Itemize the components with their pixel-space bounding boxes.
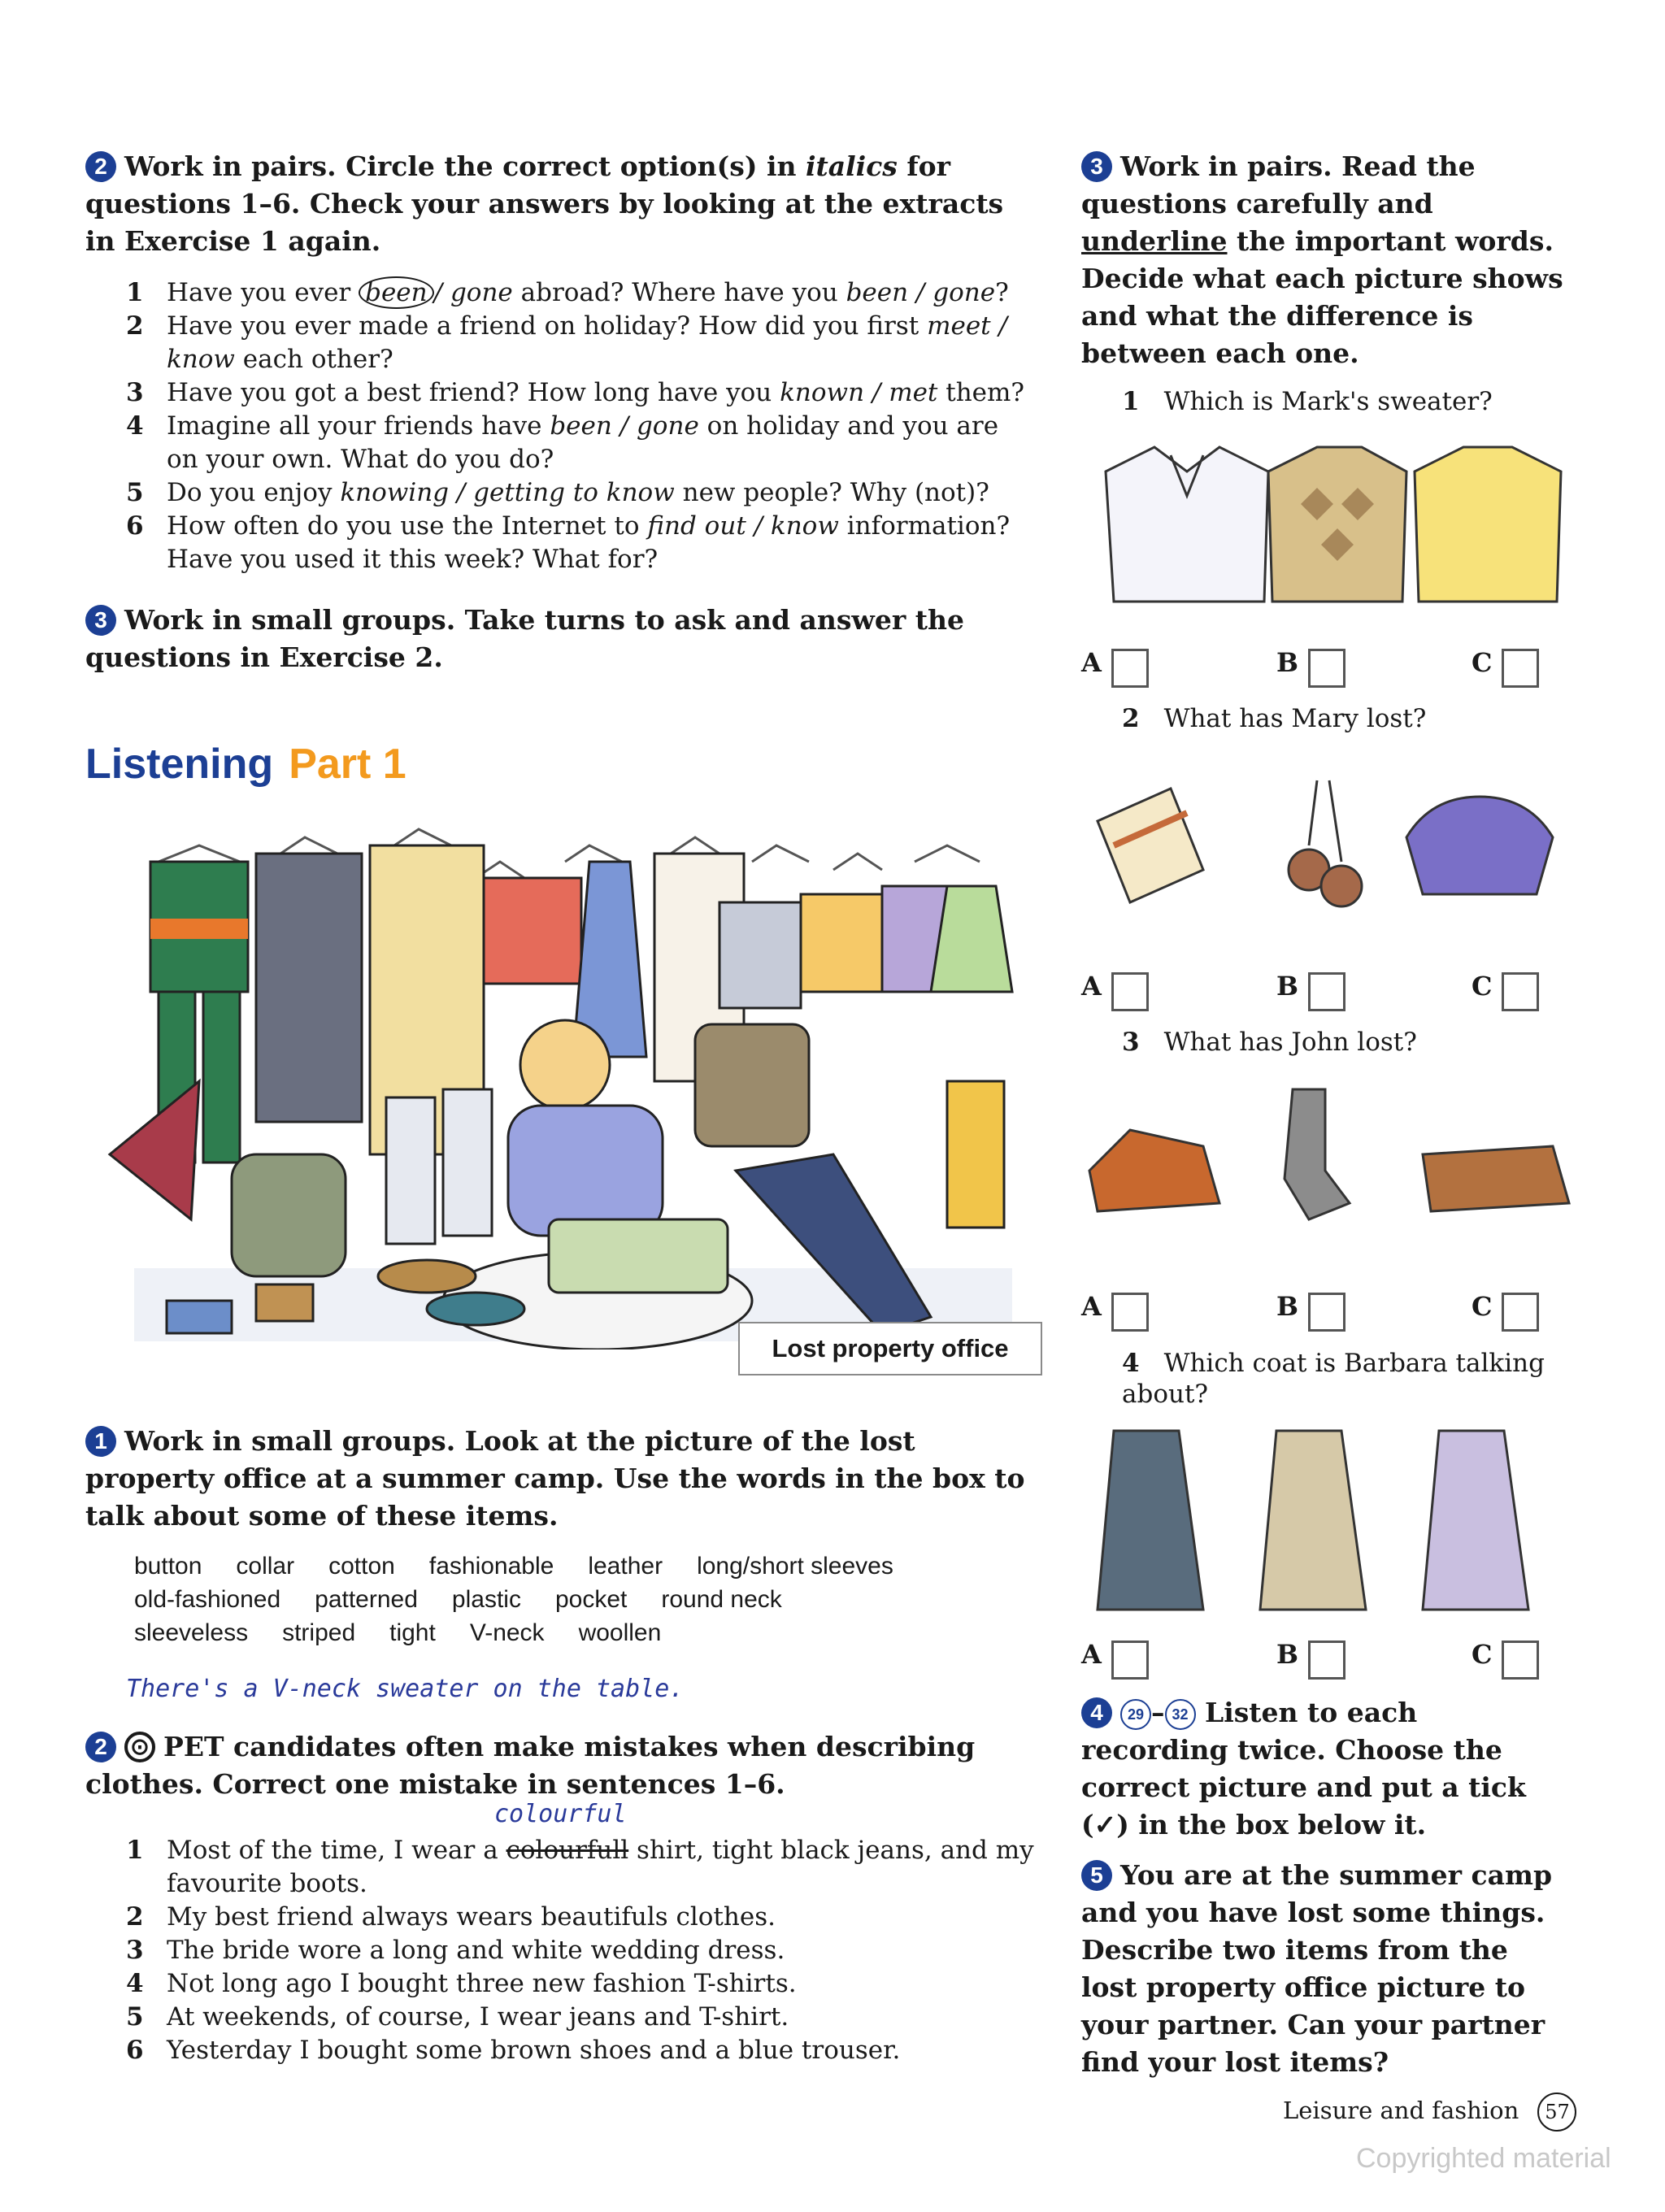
exercise-number-badge: 3 xyxy=(85,605,116,636)
answer-checkbox-a[interactable] xyxy=(1111,649,1149,688)
exercise-5-instruction: 5 You are at the summer camp and you have lost some things. Describe two items from the lost property office picture to your partner. Can your partner find your lost items? xyxy=(1081,1859,1553,2078)
list-item: 6 How often do you use the Internet to find out / know information? Have you used it this week? What for? xyxy=(126,511,1011,574)
list-item: 2 Have you ever made a friend on holiday? How did you first meet / know each other? xyxy=(126,311,1007,374)
word-row: sleeveless striped tight V-neck woollen xyxy=(134,1619,662,1646)
footwear-image xyxy=(1081,1081,1585,1244)
audio-track-icon[interactable]: 29 xyxy=(1120,1699,1151,1730)
exercise-number-badge: 3 xyxy=(1081,151,1112,182)
list-item: 3 Have you got a best friend? How long have you known / met them? xyxy=(126,378,1025,407)
answer-row-1: A B C xyxy=(1081,647,1553,688)
page-footer: Leisure and fashion 57 xyxy=(1283,2092,1576,2132)
question-1: 1 Which is Mark's sweater? xyxy=(1122,387,1493,416)
list-item: 5 At weekends, of course, I wear jeans and T-shirt. xyxy=(126,2002,789,2032)
question-2: 2 What has Mary lost? xyxy=(1122,704,1427,733)
word-box xyxy=(134,1549,1028,1649)
list-item: 6 Yesterday I bought some brown shoes and a blue trouser. xyxy=(126,2036,901,2065)
coats-image xyxy=(1081,1415,1569,1626)
list-item: 1 Most of the time, I wear a colourfull shirt, tight black jeans, and my favourite boots. xyxy=(126,1836,1034,1898)
answer-checkbox-b[interactable] xyxy=(1308,972,1345,1011)
exercise-2-questions xyxy=(126,276,1028,576)
word-row: old-fashioned patterned plastic pocket round neck xyxy=(134,1586,782,1613)
exercise-number-badge: 4 xyxy=(1081,1697,1112,1728)
list-item: 4 Imagine all your friends have been / gone on holiday and you are on your own. What do you do? xyxy=(126,411,999,474)
list-item: 1 Have you ever been / gone abroad? Where have you been / gone? xyxy=(126,278,1009,307)
audio-track-icon[interactable]: 32 xyxy=(1165,1699,1196,1730)
list-item: 2 My best friend always wears beautifuls clothes. xyxy=(126,1902,776,1932)
word-row: button collar cotton fashionable leather long/short sleeves xyxy=(134,1553,893,1580)
answer-checkbox-c[interactable] xyxy=(1502,649,1539,688)
page-number: 57 xyxy=(1537,2092,1576,2132)
exercise-number-badge: 1 xyxy=(85,1426,116,1457)
lost-property-illustration xyxy=(102,813,1037,1349)
answer-checkbox-b[interactable] xyxy=(1308,1641,1345,1680)
answer-checkbox-c[interactable] xyxy=(1502,1293,1539,1332)
answer-checkbox-b[interactable] xyxy=(1308,1293,1345,1332)
answer-row-3: A B C xyxy=(1081,1291,1553,1332)
lost-items-image xyxy=(1081,764,1569,927)
answer-checkbox-a[interactable] xyxy=(1111,1641,1149,1680)
exercise-number-badge: 2 xyxy=(85,1732,116,1762)
answer-checkbox-c[interactable] xyxy=(1502,1641,1539,1680)
list-item: 5 Do you enjoy knowing / getting to know new people? Why (not)? xyxy=(126,478,989,507)
picture-caption: Lost property office xyxy=(738,1322,1042,1375)
handwritten-correction: colourful xyxy=(494,1800,627,1828)
exercise-number-badge: 5 xyxy=(1081,1860,1112,1891)
watermark: Copyrighted material xyxy=(1356,2143,1611,2174)
clothes-rack-image xyxy=(102,813,1037,1349)
answer-checkbox-a[interactable] xyxy=(1111,1293,1149,1332)
mistake-icon: ⊙ xyxy=(124,1732,155,1762)
answer-checkbox-a[interactable] xyxy=(1111,972,1149,1011)
exercise-2-instruction: 2 Work in pairs. Circle the correct option(s) in italics for questions 1–6. Check your answers by looking at the extracts in Exercise 1 again. xyxy=(85,150,1004,257)
exercise-2b-sentences xyxy=(126,1834,1037,2067)
answer-row-2: A B C xyxy=(1081,971,1553,1011)
exercise-3-right-instruction: 3 Work in pairs. Read the questions carefully and underline the important words. Decide what each picture shows and what the difference is between each one. xyxy=(1081,150,1563,369)
question-4: 4 Which coat is Barbara talking about? xyxy=(1122,1349,1545,1409)
answer-row-4: A B C xyxy=(1081,1639,1553,1680)
exercise-4-instruction: 4 29 – 32 Listen to each recording twice. Choose the correct picture and put a tick (✓) in the box below it. xyxy=(1081,1697,1526,1840)
circled-answer: been xyxy=(359,276,434,309)
answer-checkbox-b[interactable] xyxy=(1308,649,1345,688)
exercise-2b-instruction: 2 ⊙ PET candidates often make mistakes when describing clothes. Correct one mistake in sentences 1–6. xyxy=(85,1731,976,1800)
section-title: Listening Part 1 xyxy=(85,741,406,788)
exercise-number-badge: 2 xyxy=(85,151,116,182)
struck-word: colourfull xyxy=(506,1836,629,1865)
question-3: 3 What has John lost? xyxy=(1122,1028,1417,1057)
list-item: 3 The bride wore a long and white wedding dress. xyxy=(126,1936,785,1965)
list-item: 4 Not long ago I bought three new fashion T-shirts. xyxy=(126,1969,797,1998)
handwritten-example: There's a V-neck sweater on the table. xyxy=(126,1675,685,1703)
exercise-1-instruction: 1 Work in small groups. Look at the picture of the lost property office at a summer camp. Use the words in the box to talk about some of these items. xyxy=(85,1425,1025,1532)
exercise-3-instruction: 3 Work in small groups. Take turns to ask and answer the questions in Exercise 2. xyxy=(85,604,964,673)
sweaters-image xyxy=(1081,439,1569,610)
answer-checkbox-c[interactable] xyxy=(1502,972,1539,1011)
